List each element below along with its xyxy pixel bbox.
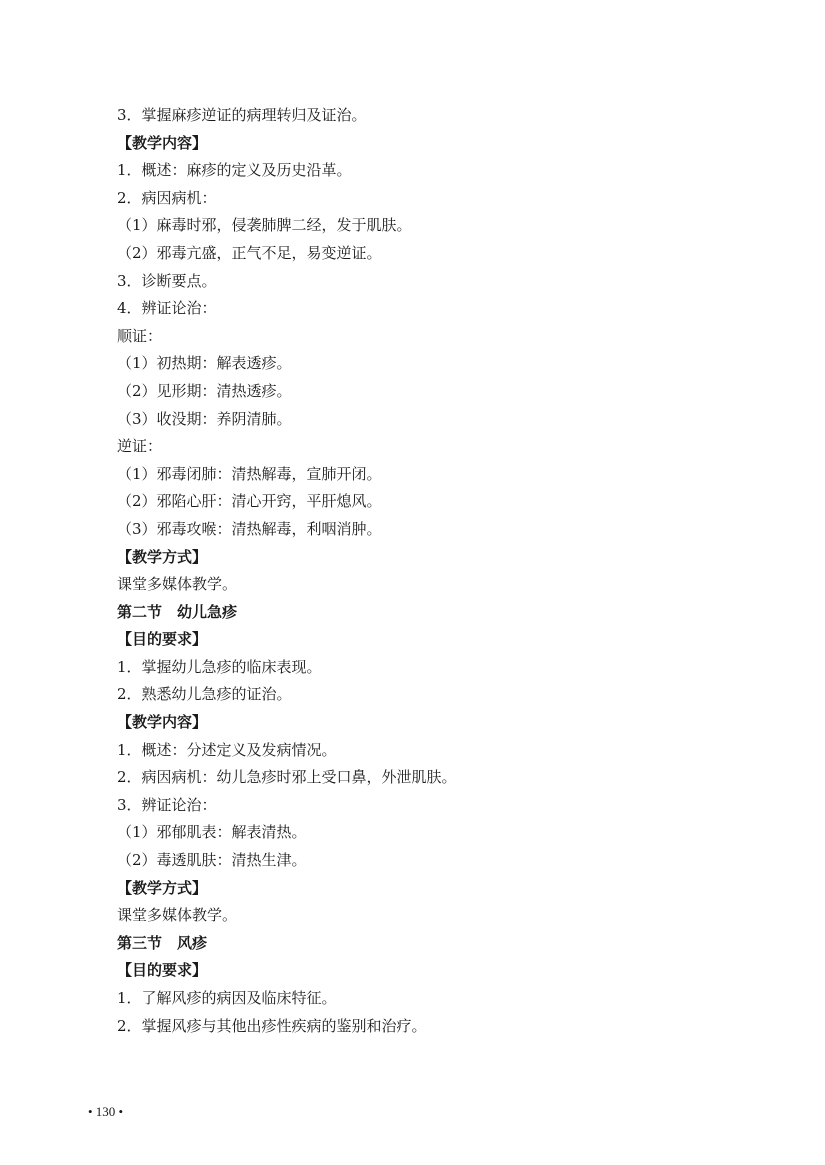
sub-list-item: （1）邪郁肌表：解表清热。	[117, 823, 307, 842]
sub-list-item: （2）毒透肌肤：清热生津。	[117, 851, 307, 870]
page-number: • 130 •	[88, 1104, 124, 1119]
chapter-heading: 第二节 幼儿急疹	[117, 602, 238, 621]
body-text-line: 顺证：	[117, 326, 163, 345]
sub-list-item: （1）邪毒闭肺：清热解毒，宣肺开闭。	[117, 464, 382, 483]
list-item: 2．病因病机：	[117, 188, 217, 207]
list-item: 3．掌握麻疹逆证的病理转归及证治。	[117, 106, 367, 124]
list-item: 1．掌握幼儿急疹的临床表现。	[117, 657, 322, 676]
list-item: 3．诊断要点。	[117, 271, 217, 290]
section-heading: 【目的要求】	[117, 961, 208, 980]
page-body	[117, 102, 737, 1040]
sub-list-item: （3）收没期：养阴清肺。	[117, 409, 292, 428]
section-heading: 【教学内容】	[117, 133, 208, 152]
list-item: 2．熟悉幼儿急疹的证治。	[117, 685, 292, 704]
sub-list-item: （1）初热期：解表透疹。	[117, 354, 292, 373]
list-item: 1．概述：麻疹的定义及历史沿革。	[117, 161, 352, 180]
body-text-line: 课堂多媒体教学。	[117, 906, 238, 925]
chapter-heading: 第三节 风疹	[117, 933, 208, 952]
body-text-line: 逆证：	[117, 437, 163, 456]
sub-list-item: （1）麻毒时邪，侵袭肺脾二经，发于肌肤。	[117, 216, 412, 235]
list-item: 1．概述：分述定义及发病情况。	[117, 740, 337, 759]
section-heading: 【教学内容】	[117, 713, 208, 732]
section-heading: 【教学方式】	[117, 878, 208, 897]
sub-list-item: （2）见形期：清热透疹。	[117, 381, 292, 400]
list-item: 2．病因病机：幼儿急疹时邪上受口鼻，外泄肌肤。	[117, 768, 457, 787]
section-heading: 【目的要求】	[117, 630, 208, 649]
sub-list-item: （2）邪毒亢盛，正气不足，易变逆证。	[117, 243, 382, 262]
sub-list-item: （2）邪陷心肝：清心开窍，平肝熄风。	[117, 492, 382, 511]
sub-list-item: （3）邪毒攻喉：清热解毒，利咽消肿。	[117, 519, 382, 538]
list-item: 4．辨证论治：	[117, 299, 217, 318]
list-item: 2．掌握风疹与其他出疹性疾病的鉴别和治疗。	[117, 1016, 427, 1035]
body-text-line: 课堂多媒体教学。	[117, 575, 238, 594]
list-item: 3．辨证论治：	[117, 795, 217, 814]
list-item: 1．了解风疹的病因及临床特征。	[117, 989, 337, 1007]
section-heading: 【教学方式】	[117, 547, 208, 566]
